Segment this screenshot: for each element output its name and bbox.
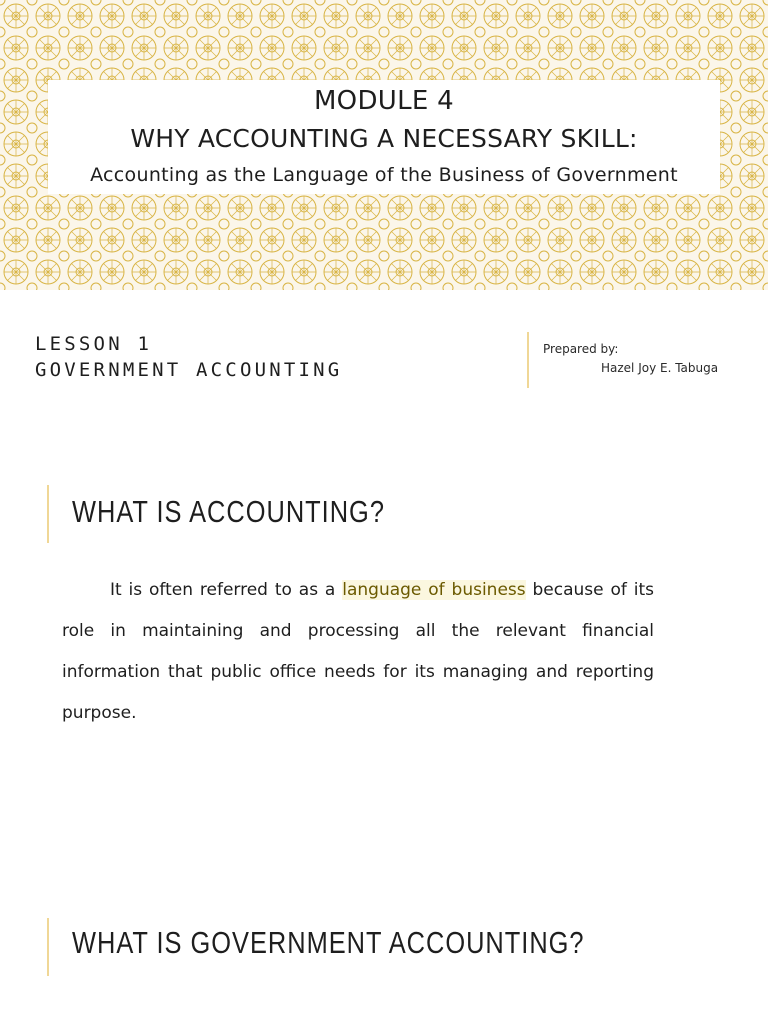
prepared-by-label: Prepared by: xyxy=(543,342,619,356)
lesson-title: GOVERNMENT ACCOUNTING xyxy=(35,359,343,381)
module-subtitle: Accounting as the Language of the Business of Government xyxy=(90,164,678,186)
lesson-number: LESSON 1 xyxy=(35,333,153,355)
author-name: Hazel Joy E. Tabuga xyxy=(601,361,719,375)
accounting-definition xyxy=(62,570,654,734)
module-title: MODULE 4 xyxy=(313,86,455,116)
definition-text-end: because of its role in maintaining and processing all the relevant financial information that public office needs for its managing and reporting purpose. xyxy=(62,580,654,723)
section-accent-bar-2 xyxy=(47,918,49,976)
definition-text-start: It is often referred to as a xyxy=(110,580,343,600)
header-pattern-band xyxy=(0,0,768,290)
section-heading-accounting: WHAT IS ACCOUNTING? xyxy=(72,494,385,529)
highlighted-term: language of business xyxy=(342,580,526,600)
section-accent-bar xyxy=(47,485,49,543)
prepared-divider xyxy=(527,332,529,388)
skill-title: WHY ACCOUNTING A NECESSARY SKILL: xyxy=(130,124,638,153)
lesson-heading xyxy=(35,331,342,383)
section-heading-government-accounting: WHAT IS GOVERNMENT ACCOUNTING? xyxy=(72,925,585,960)
title-box xyxy=(48,80,720,194)
